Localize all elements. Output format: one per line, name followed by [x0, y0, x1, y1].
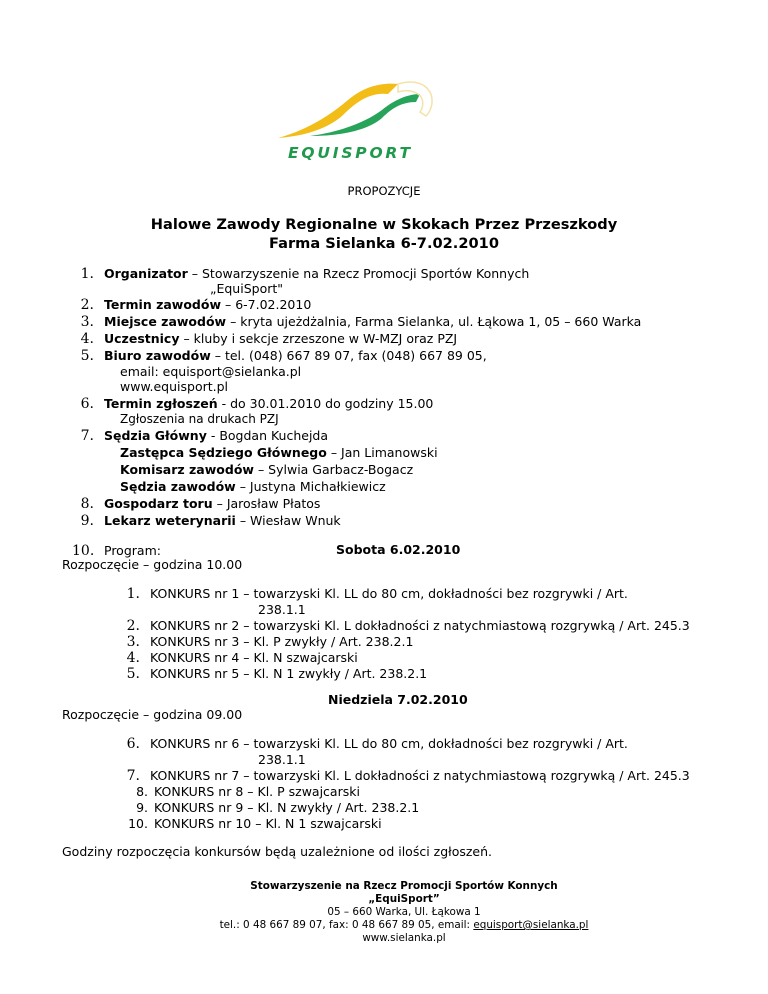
footer-email-link[interactable]: equisport@sielanka.pl	[473, 919, 589, 931]
saturday-heading: Sobota 6.02.2010	[336, 542, 461, 557]
sunday-heading: Niedziela 7.02.2010	[328, 692, 468, 707]
list-item-veterinarian: 9. Lekarz weterynarii – Wiesław Wnuk	[80, 513, 341, 529]
equisport-logo	[270, 72, 440, 164]
schedule-note: Godziny rozpoczęcia konkursów będą uzależnione od ilości zgłoszeń.	[62, 844, 493, 859]
contest-item-cont: 238.1.1	[258, 752, 306, 767]
contest-item-cont: 238.1.1	[258, 602, 306, 617]
list-item-organizer-cont: „EquiSport"	[210, 281, 284, 296]
footer-contact: tel.: 0 48 667 89 07, fax: 0 48 667 89 05, email: equisport@sielanka.pl	[219, 919, 589, 931]
list-item-participants: 4. Uczestnicy – kluby i sekcje zrzeszone w W-MZJ oraz PZJ	[80, 331, 458, 347]
contest-item: 3. KONKURS nr 3 – Kl. P zwykły / Art. 238.2.1	[126, 634, 414, 650]
contest-item: 4. KONKURS nr 4 – Kl. N szwajcarski	[126, 650, 358, 666]
contest-item: 1. KONKURS nr 1 – towarzyski Kl. LL do 80 cm, dokładności bez rozgrywki / Art.	[126, 586, 628, 602]
contest-item: 6. KONKURS nr 6 – towarzyski Kl. LL do 80 cm, dokładności bez rozgrywki / Art.	[126, 736, 628, 752]
office-email: email: equisport@sielanka.pl	[120, 364, 302, 379]
list-item-office: 5. Biuro zawodów – tel. (048) 667 89 07, fax (048) 667 89 05,	[80, 348, 487, 364]
contest-item: 5. KONKURS nr 5 – Kl. N 1 zwykły / Art. 238.2.1	[126, 666, 428, 682]
footer-website: www.sielanka.pl	[362, 932, 446, 944]
commissioner: Komisarz zawodów – Sylwia Garbacz-Bogacz	[120, 462, 414, 477]
list-item-date: 2. Termin zawodów – 6-7.02.2010	[80, 297, 312, 313]
contest-item: 7. KONKURS nr 7 – towarzyski Kl. L dokładności z natychmiastową rozgrywką / Art. 245.3	[126, 768, 690, 784]
list-item-deadline: 6. Termin zgłoszeń - do 30.01.2010 do godziny 15.00	[80, 396, 434, 412]
deadline-note: Zgłoszenia na drukach PZJ	[120, 412, 279, 426]
list-item-course-manager: 8. Gospodarz toru – Jarosław Płatos	[80, 496, 321, 512]
contest-item: 8. KONKURS nr 8 – Kl. P szwajcarski	[136, 784, 360, 799]
list-item-program: 10. Program:	[72, 543, 161, 559]
contest-item: 2. KONKURS nr 2 – towarzyski Kl. L dokładności z natychmiastową rozgrywką / Art. 245.3	[126, 618, 690, 634]
propozycje-label: PROPOZYCJE	[347, 184, 421, 198]
logo-text: EQUISPORT	[288, 144, 413, 162]
contest-item: 10. KONKURS nr 10 – Kl. N 1 szwajcarski	[128, 816, 382, 831]
sunday-start: Rozpoczęcie – godzina 09.00	[62, 707, 243, 722]
page-title-line1: Halowe Zawody Regionalne w Skokach Przez Przeszkody	[150, 216, 618, 233]
deputy-judge: Zastępca Sędziego Głównego – Jan Limanowski	[120, 445, 438, 460]
office-website: www.equisport.pl	[120, 379, 229, 394]
list-item-venue: 3. Miejsce zawodów – kryta ujeżdżalnia, Farma Sielanka, ul. Łąkowa 1, 05 – 660 Warka	[80, 314, 642, 330]
competition-judge: Sędzia zawodów – Justyna Michałkiewicz	[120, 479, 386, 494]
footer-org-short: „EquiSport”	[368, 893, 440, 905]
footer-address: 05 – 660 Warka, Ul. Łąkowa 1	[327, 906, 481, 918]
list-item-head-judge: 7. Sędzia Główny - Bogdan Kuchejda	[80, 428, 329, 444]
footer-org-name: Stowarzyszenie na Rzecz Promocji Sportów Konnych	[250, 880, 558, 892]
contest-item: 9. KONKURS nr 9 – Kl. N zwykły / Art. 238.2.1	[136, 800, 420, 815]
saturday-start: Rozpoczęcie – godzina 10.00	[62, 557, 243, 572]
page-title-line2: Farma Sielanka 6-7.02.2010	[269, 235, 499, 252]
list-item-organizer: 1. Organizator – Stowarzyszenie na Rzecz Promocji Sportów Konnych	[80, 266, 530, 282]
